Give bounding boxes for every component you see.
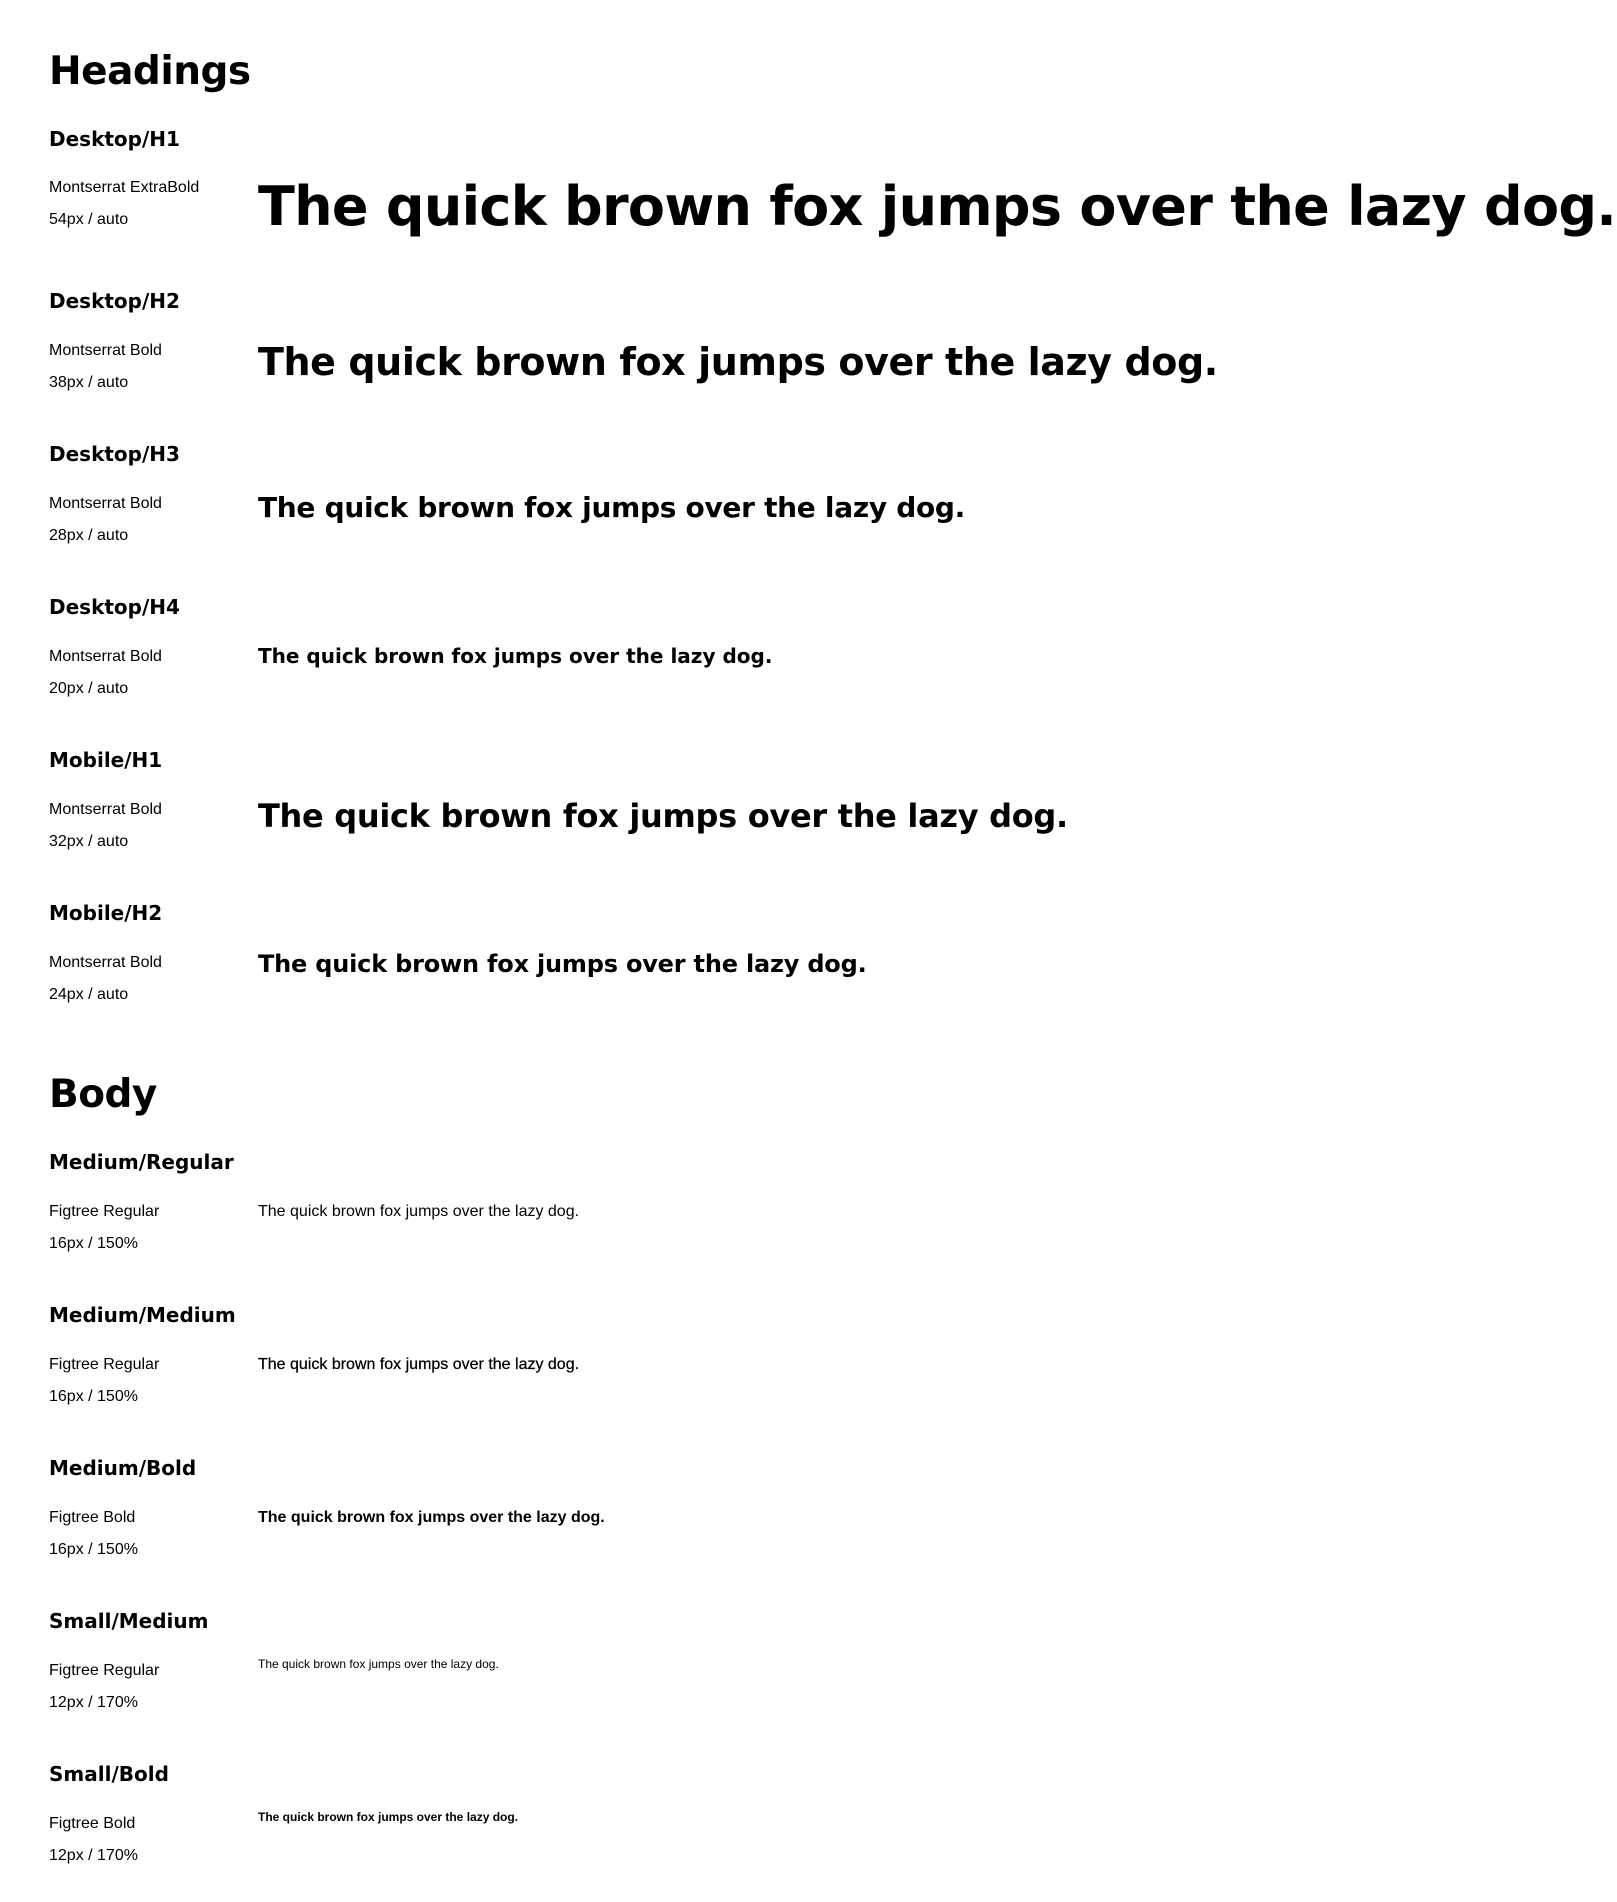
font-spec-desktop-h4: Montserrat Bold bbox=[49, 648, 162, 665]
style-name-small-medium: Small/Medium bbox=[49, 1609, 209, 1633]
sample-mobile-h2: The quick brown fox jumps over the lazy dog. bbox=[258, 950, 867, 978]
size-spec-small-bold: 12px / 170% bbox=[49, 1847, 138, 1864]
font-spec-mobile-h1: Montserrat Bold bbox=[49, 801, 162, 818]
style-name-mobile-h2: Mobile/H2 bbox=[49, 901, 163, 925]
sample-desktop-h1: The quick brown fox jumps over the lazy dog. bbox=[258, 175, 1617, 238]
sample-desktop-h2: The quick brown fox jumps over the lazy dog. bbox=[258, 340, 1218, 384]
size-spec-desktop-h3: 28px / auto bbox=[49, 527, 129, 544]
style-name-medium-medium: Medium/Medium bbox=[49, 1303, 236, 1327]
size-spec-desktop-h1: 54px / auto bbox=[49, 211, 129, 228]
font-spec-desktop-h1: Montserrat ExtraBold bbox=[49, 179, 200, 196]
style-name-desktop-h1: Desktop/H1 bbox=[49, 127, 180, 151]
font-spec-small-bold: Figtree Bold bbox=[49, 1815, 136, 1832]
style-name-desktop-h2: Desktop/H2 bbox=[49, 289, 180, 313]
size-spec-mobile-h2: 24px / auto bbox=[49, 986, 129, 1003]
font-spec-medium-medium: Figtree Regular bbox=[49, 1356, 160, 1373]
sample-small-bold: The quick brown fox jumps over the lazy dog. bbox=[258, 1810, 519, 1824]
style-name-small-bold: Small/Bold bbox=[49, 1762, 169, 1786]
font-spec-mobile-h2: Montserrat Bold bbox=[49, 954, 162, 971]
font-spec-medium-regular: Figtree Regular bbox=[49, 1203, 160, 1220]
sample-medium-regular: The quick brown fox jumps over the lazy dog. bbox=[258, 1203, 580, 1220]
size-spec-desktop-h2: 38px / auto bbox=[49, 374, 129, 391]
style-name-mobile-h1: Mobile/H1 bbox=[49, 748, 163, 772]
headings-section-title: Headings bbox=[49, 49, 251, 94]
sample-small-medium: The quick brown fox jumps over the lazy dog. bbox=[258, 1657, 499, 1671]
style-name-desktop-h3: Desktop/H3 bbox=[49, 442, 180, 466]
size-spec-medium-bold: 16px / 150% bbox=[49, 1541, 138, 1558]
sample-medium-medium: The quick brown fox jumps over the lazy dog. bbox=[258, 1356, 580, 1373]
size-spec-medium-regular: 16px / 150% bbox=[49, 1235, 138, 1252]
style-name-desktop-h4: Desktop/H4 bbox=[49, 595, 180, 619]
font-spec-desktop-h3: Montserrat Bold bbox=[49, 495, 162, 512]
body-section-title: Body bbox=[49, 1072, 157, 1117]
font-spec-medium-bold: Figtree Bold bbox=[49, 1509, 136, 1526]
size-spec-desktop-h4: 20px / auto bbox=[49, 680, 129, 697]
font-spec-small-medium: Figtree Regular bbox=[49, 1662, 160, 1679]
style-name-medium-regular: Medium/Regular bbox=[49, 1150, 234, 1174]
style-name-medium-bold: Medium/Bold bbox=[49, 1456, 197, 1480]
size-spec-small-medium: 12px / 170% bbox=[49, 1694, 138, 1711]
sample-medium-bold: The quick brown fox jumps over the lazy dog. bbox=[258, 1509, 605, 1526]
sample-mobile-h1: The quick brown fox jumps over the lazy dog. bbox=[258, 797, 1068, 835]
sample-desktop-h4: The quick brown fox jumps over the lazy dog. bbox=[258, 644, 773, 668]
sample-desktop-h3: The quick brown fox jumps over the lazy dog. bbox=[258, 491, 965, 524]
size-spec-medium-medium: 16px / 150% bbox=[49, 1388, 138, 1405]
size-spec-mobile-h1: 32px / auto bbox=[49, 833, 129, 850]
font-spec-desktop-h2: Montserrat Bold bbox=[49, 342, 162, 359]
